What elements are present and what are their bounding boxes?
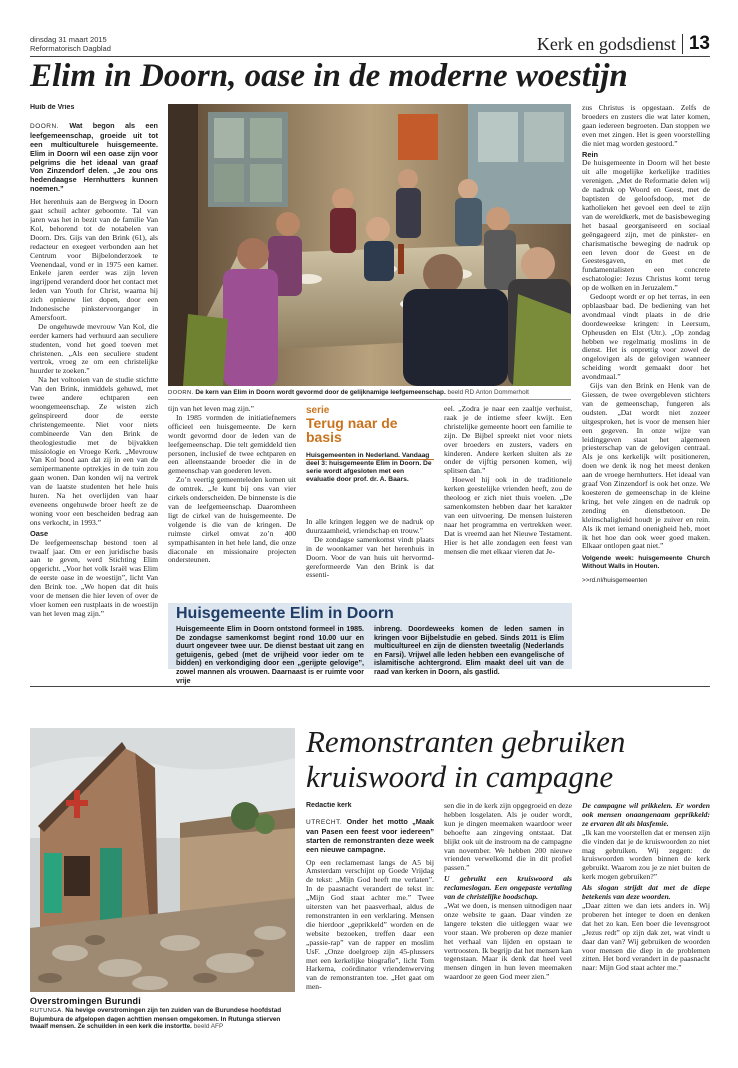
paragraph: Gijs van den Brink en Henk van de Giessen, de twee overgebleven stichters van de gemeenschap, fungeren als oudsten. „Dat wordt niet zozeer uitgesproken, het is voor de mensen hier een gegeven. In onze wijze van leidinggeven staat het algemeen priesterschap van de gelovigen centraal. Als je ons kerkelijk wilt positioneren, doen we denk ik nog het meest denken aan de vroege hernhutters. Het ideaal van graaf Von Zinzendorf is ook het onze. We koesteren de gemeenschap in de kleine kring, het vele zingen en de nadruk op zending en dienstbetoon. De kleinschaligheid houdt je zuiver en rein. Als ik met iemand onenigheid heb, moet ik het hoe dan ook weer goed maken. Elkaar ontlopen gaat niet.” (582, 381, 710, 551)
article-byline: Huib de Vries (30, 104, 75, 111)
series-link[interactable]: >>rd.nl/huisgemeenten (582, 577, 648, 585)
paragraph: „Daar zitten we dan iets anders in. Wij proberen het integer te doen en denken dat het zo kan. Een boer die levensgroot „Jezus redt” op zijn dak zet, wat vindt u daar dan van? Wij gebruiken de woorden voor mensen die diep in de problemen zitten. Het bord verandert in de paasnacht naar: Mijn God staat achter me.” (582, 900, 710, 973)
article2-lead: UTRECHT. Onder het motto „Maak van Pasen een feest voor iedereen” starten de remonstranten deze week een nieuwe campagne. (306, 816, 434, 854)
infobox-text-left: Huisgemeente Elim in Doorn ontstond formeel in 1985. De zondagse samenkomst begint rond 10.00 uur en duurt ongeveer twee uur. De dienst bestaat uit zang en getuigenis, gebed (met de vrijheid voor ieder om te bidden) en verkondiging door een „gerijpte gelovige”, zowel mannen als vrouwen. Daarnaast is er ruimte voor vrije (176, 625, 364, 685)
paragraph: Zo’n veertig gemeenteleden komen uit de omtrek. „Je kunt bij ons van vier cirkels onderscheiden. De binnenste is die van de leefgemeenschap. Daaromheen ligt de cirkel van de huisgemeente. De volgende is die van de kringen. De ruimste cirkel omvat zo’n 400 sympathisanten in het hele land, die onze diaconale en missionaire projecten ondersteunen. (168, 475, 296, 565)
next-week-note: Volgende week: huisgemeente Church Without Walls in Houten. (582, 555, 710, 571)
serie-label: serie (306, 405, 330, 416)
section-divider (682, 34, 683, 54)
serie-rule (306, 459, 434, 460)
article-divider (30, 686, 710, 687)
paragraph: De leefgemeenschap bestond toen al twaalf jaar. Om er een juridische basis aan te geven, werd Stichting Elim opgericht. „Voor het volk Israël was Elim de eerste oase in de woestijn”, licht Van den Brink toe. „We hopen dat dit huis voor de mensen die hier leven of over de vloer komen een rustplaats in de woestijn van het leven mag zijn.” (30, 537, 158, 618)
subheading-oase: Oase (30, 528, 49, 538)
paragraph: tijn van het leven mag zijn.” (168, 405, 255, 413)
paragraph: Op een reclamemast langs de A5 bij Amsterdam verschijnt op Goede Vrijdag de tekst: „Mijn God heeft me verlaten”. In de paasnacht verandert de tekst in: „Mijn God staat achter me.” Twee uitersten van het paasverhaal, aldus de remonstranten in een verklaring. Mensen die hierdoor „geprikkeld” worden en de website bezoeken, treffen daar een „passie-rap” van de rapper en moslim UsF. „Onze doelgroep zijn 45-plussers met een kerkelijke biografie”, licht Tom Harkema, coördinator vriendenwerving van de remonstranten toe. „Het gaat om men- (306, 857, 434, 992)
article1-column-3 (306, 518, 434, 598)
section-header (537, 33, 710, 55)
paragraph: Na het voltooien van de studie stichtte Van den Brink, inmiddels gehuwd, met twee andere echtparen een woongemeenschap. Ze wisten zich geïnspireerd door de eerste christengemeente. Niet voor niets combineerde Van den Brink de theologiestudie met de bijvakken missiologie en Vroege Kerk. „Mevrouw Van Kol bood aan dat zij in een van de semipermanente optrekjes in de tuin zou gaan wonen. Dan konden wij na vertrek van de laatste studenten het hele huis huren. Na het overlijden van haar eveneens ongehuwde broer heeft ze de woning voor een bescheiden bedrag aan ons verkocht, in 1993.” (30, 375, 158, 527)
paragraph: „Ik kan me voorstellen dat er mensen zijn die vinden dat je de kruiswoorden zo niet mag gebruiken. Wij zeggen: de kruiswoorden worden binnen de kerk gebruikt. Waarom zou je ze niet buiten de kerk mogen gebruiken?” (582, 827, 710, 882)
infobox-text-right: inbreng. Doordeweeks komen de leden samen in kringen voor Bijbelstudie en gebed. Sinds 2011 is Elim multicultureel en zijn de diensten tweetalig (Nederlands en Farsi). Vrijwel alle leden hebben een evangelische of islamitische achtergrond. Elim maakt deel uit van de raad van kerken in Doorn, als gastlid. (374, 625, 564, 676)
paragraph: zus Christus is opgestaan. Zelfs de broeders en zusters die wat later komen, gaan iedereen begroeten. Dan stoppen we even met zingen. Het is geen voorstelling die niet mag worden gestoord.” (582, 104, 710, 148)
paragraph: De zondagse samenkomst vindt plaats in de woonkamer van het herenhuis in Doorn. Voor de van huis uit hervormd-gereformeerde Van den Brink is dat essenti- (306, 534, 434, 580)
dinner-photo-image (168, 104, 571, 386)
serie-title: Terug naar de basis (306, 415, 398, 445)
article1-column-4 (444, 405, 572, 598)
article1-column-2 (168, 405, 296, 597)
article2-headline: Remonstranten gebruiken kruiswoord in campagne (306, 724, 626, 794)
paragraph: De ongehuwde mevrouw Van Kol, die eerder kamers had verhuurd aan seculiere studenten, vond het goed toeven met christenen. „Als een seculiere student vertrok, vroeg ze om een christelijke huurder te zoeken.” (30, 321, 158, 376)
page-date-block (30, 35, 111, 53)
paragraph: „Wat we doen, is mensen uitnodigen naar onze website te gaan. Daar vinden ze langere teksten die uitleggen waar we voor staan. We proberen op deze manier het verhaal van lijden en opstaan te vertroosten. Ik begrijp dat het mensen kan tegenstaan. Maar ik denk dat heel veel mensen dingen in hun leven meemaken waardoor ze geen God meer zien.” (444, 900, 572, 982)
elim-infobox (168, 603, 572, 685)
infobox-title: Huisgemeente Elim in Doorn (176, 605, 394, 622)
page-date: dinsdag 31 maart 2015 (30, 35, 107, 44)
paragraph: In 1985 vormden de initiatiefnemers officieel een huisgemeente. De kern wordt gevormd door de leden van de leefgemeenschap. Die telt gemiddeld tien personen, inclusief de twee echtparen en een alleenstaande broeder die in de gemeenschap van goederen leven. (168, 412, 296, 476)
paragraph: eel. „Zodra je naar een zaaltje verhuist, raak je de intieme sfeer kwijt. Een christelijke gemeente hoort een familie te zijn. De Bijbel spreekt niet voor niets over broeders en zusters, vaders en kinderen. Andere kerken sluiten als ze onder de vijftig personen komen, wij splitsen dan.” (444, 405, 572, 476)
flood-photo-caption: RUTUNGA. Na hevige overstromingen zijn ten zuiden van de Burundese hoofdstad Bujumbura de afgelopen dagen achttien mensen omgekomen. In Rutunga stierven twaalf mensen. Ze schuilden in een kerk die instortte. beeld AFP (30, 1007, 282, 1031)
subheading-rein: Rein (582, 149, 599, 159)
article2-column-1 (306, 802, 434, 1042)
dinner-photo-caption: DOORN. De kern van Elim in Doorn wordt gevormd door de gelijknamige leefgemeenschap. beeld RD Anton Dommerholt (168, 389, 529, 396)
dinner-photo (168, 104, 571, 386)
caption-rule (168, 399, 571, 400)
page-number: 13 (688, 33, 710, 54)
flood-photo (30, 728, 295, 992)
serie-description: Huisgemeenten in Nederland. Vandaag deel 3: huisgemeente Elim in Doorn. De serie wordt afgesloten met een evaluatie door prof. dr. A. Baars. (306, 452, 432, 483)
article1-column-1 (30, 104, 158, 674)
header-rule (30, 56, 710, 57)
interview-question: Als slogan strijdt dat met de diepe betekenis van deze woorden. (582, 883, 710, 902)
interview-question: De campagne wil prikkelen. Er worden ook mensen onaangenaam geprikkeld: ze ervaren dit als blasfemie. (582, 802, 710, 828)
article1-column-5 (582, 104, 710, 664)
section-name: Kerk en godsdienst (536, 33, 676, 54)
article2-column-2 (444, 802, 572, 1042)
paragraph: Gedoopt wordt er op het terras, in een opblaasbaar bad. De bediening van het avondmaal vindt plaats in de drie doordeweekse kringen: in Leersum, Opheusden en Elst (Utr.). „Op zondag hebben we regelmatig moslims in de dienst. Het is onprettig voor zowel de ongelovigen als de gelovigen wanneer scheiding wordt gemaakt door het avondmaal.” (582, 292, 710, 382)
publication-name: Reformatorisch Dagblad (30, 44, 111, 53)
article2-column-3 (582, 802, 710, 1042)
flood-photo-caption-block (30, 996, 295, 1031)
flood-photo-title: Overstromingen Burundi (30, 996, 141, 1006)
paragraph: Hoewel hij ook in de traditionele kerken geestelijke vrienden heeft, zou de theoloog er zich niet thuis voelen. „De samenkomsten hebben daar het karakter van een uitvoering. De mensen luisteren naar het programma en vertrekken weer. Dat is vreemd aan het Nieuwe Testament. Hier is het alle zondagen een feest van mensen die met elkaar vieren dat Je- (444, 475, 572, 556)
paragraph: Het herenhuis aan de Bergweg in Doorn gaat schuil achter geboomte. Tal van jaren was het in bezit van de familie Van Kol, behorend tot de notabelen van Doorn. Drs. Gijs van den Brink (61), als redacteur en exegeet verbonden aan het Centrum voor Bijbelonderzoek te Veenendaal, vond er in 1975 een kamer. Enkele jaren eerder was zijn leven ingrijpend veranderd door het contact met leden van Youth for Christ, waarna hij zich opnieuw liet dopen, door een Indonesische pinkstervoorganger in Amersfoort. (30, 197, 158, 322)
article2-byline: Redactie kerk (306, 802, 352, 809)
article-lead: DOORN. Wat begon als een leefgemeenschap, groeide uit tot een multiculturele huisgemeente. Elim in Doorn wil een oase zijn voor pelgrims die het ideaal van graaf Von Zinzendorf delen. „Je zou ons hedendaagse Hernhutters kunnen noemen.” (30, 120, 158, 194)
paragraph: De huisgemeente in Doorn wil het beste uit alle mogelijke kerkelijke tradities verenigen. „Met de Reformatie delen wij de nadruk op Woord en Geest, met de baptisten de geloofsdoop, met de katholieken het gevoel een deel te zijn van de wereldkerk, met de basisbeweging het basaal georganiseerd en sociaal geëngageerd zijn, met de pinkster- en charismatische beweging de nadruk op een leven door de Geest en de Geestesgaven, en met de fundamentalisten een concrete eschatologie: Jezus Christus komt terug op de wolken en in Jeruzalem.” (582, 158, 710, 293)
flood-photo-image (30, 728, 295, 992)
paragraph: In alle kringen leggen we de nadruk op duurzaamheid, vriendschap en trouw.” (306, 518, 434, 535)
interview-question: U gebruikt een kruiswoord als reclameslogan. Een ongepaste vertaling van de christelijke boodschap. (444, 874, 572, 902)
serie-box (306, 405, 434, 484)
paragraph: sen die in de kerk zijn opgegroeid en deze hebben losgelaten. Als je ouder wordt, kun je dingen meemaken waardoor weer behoefte aan zingeving ontstaat. Dat blijkt ook uit de instroom na de campagne van november. We hebben 200 nieuwe vrienden verwelkomd die in dit profiel passen.” (444, 802, 572, 873)
article-headline: Elim in Doorn, oase in de moderne woestijn (30, 58, 628, 94)
